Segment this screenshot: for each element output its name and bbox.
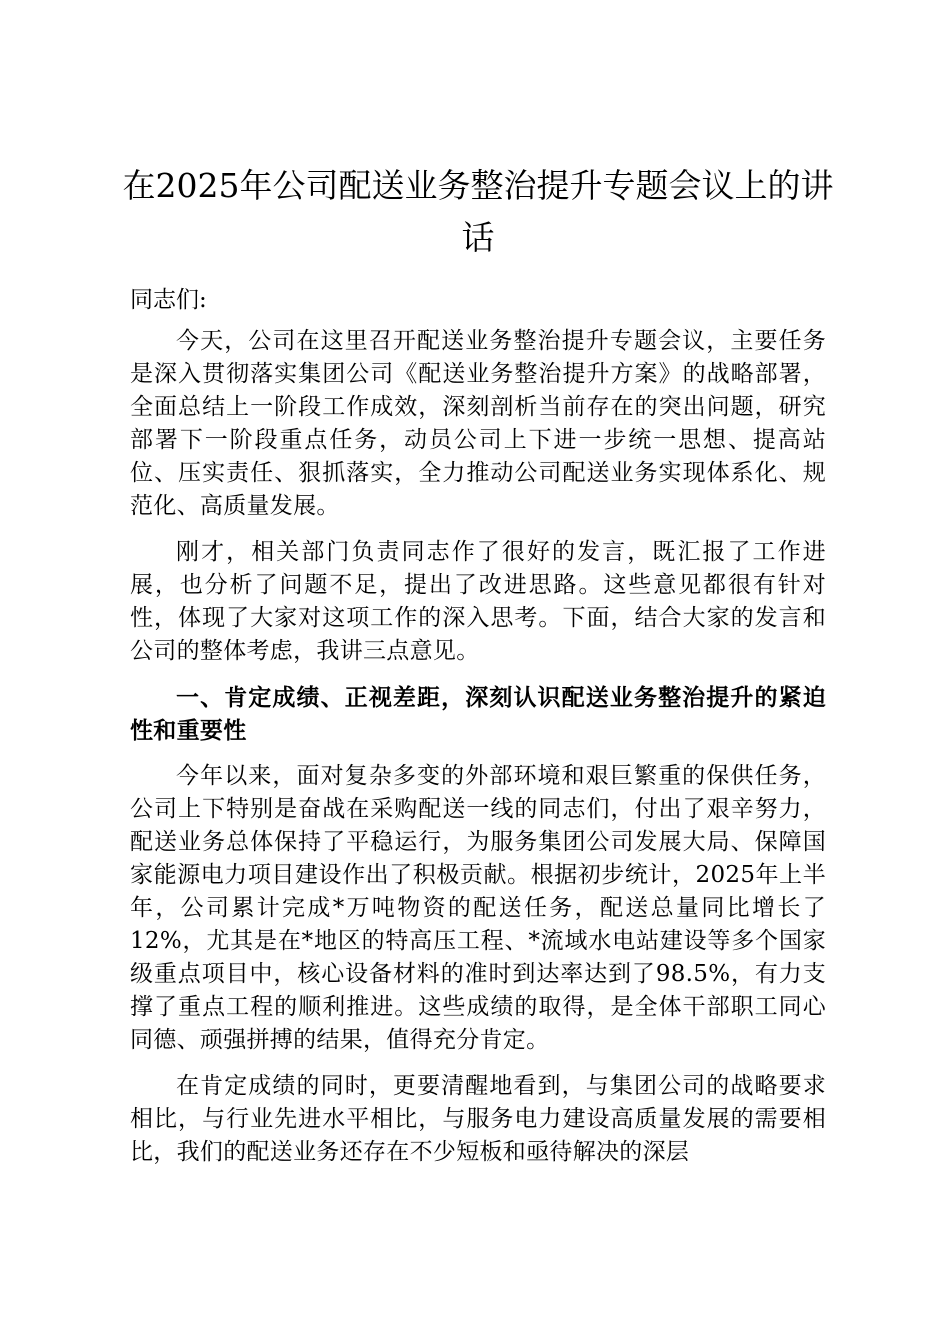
paragraph-remarks: 刚才，相关部门负责同志作了很好的发言，既汇报了工作进展，也分析了问题不足，提出了改进思路。这些意见都很有针对性，体现了大家对这项工作的深入思考。下面，结合大家的发言和公司的整体考虑，我讲三点意见。 — [130, 539, 826, 664]
paragraph-gaps: 在肯定成绩的同时，更要清醒地看到，与集团公司的战略要求相比，与行业先进水平相比，与服务电力建设高质量发展的需要相比，我们的配送业务还存在不少短板和亟待解决的深层 — [130, 1073, 826, 1165]
paragraph-intro: 今天，公司在这里召开配送业务整治提升专题会议，主要任务是深入贯彻落实集团公司《配送业务整治提升方案》的战略部署，全面总结上一阶段工作成效，深刻剖析当前存在的突出问题，研究部署下一阶段重点任务，动员公司上下进一步统一思想、提高站位、压实责任、狠抓落实，全力推动公司配送业务实现体系化、规范化、高质量发展。 — [130, 328, 826, 519]
document-title: 在2025年公司配送业务整治提升专题会议上的讲话 — [122, 166, 834, 257]
document-page — [122, 160, 834, 1182]
section-heading-1: 一、肯定成绩、正视差距，深刻认识配送业务整治提升的紧迫性和重要性 — [130, 684, 826, 744]
salutation: 同志们: — [130, 287, 207, 313]
paragraph-achievements: 今年以来，面对复杂多变的外部环境和艰巨繁重的保供任务，公司上下特别是奋战在采购配送一线的同志们，付出了艰辛努力，配送业务总体保持了平稳运行，为服务集团公司发展大局、保障国家能源电力项目建设作出了积极贡献。根据初步统计，2025年上半年，公司累计完成*万吨物资的配送任务，配送总量同比增长了12%，尤其是在*地区的特高压工程、*流域水电站建设等多个国家级重点项目中，核心设备材料的准时到达率达到了98.5%，有力支撑了重点工程的顺利推进。这些成绩的取得，是全体干部职工同心同德、顽强拼搏的结果，值得充分肯定。 — [130, 763, 826, 1053]
